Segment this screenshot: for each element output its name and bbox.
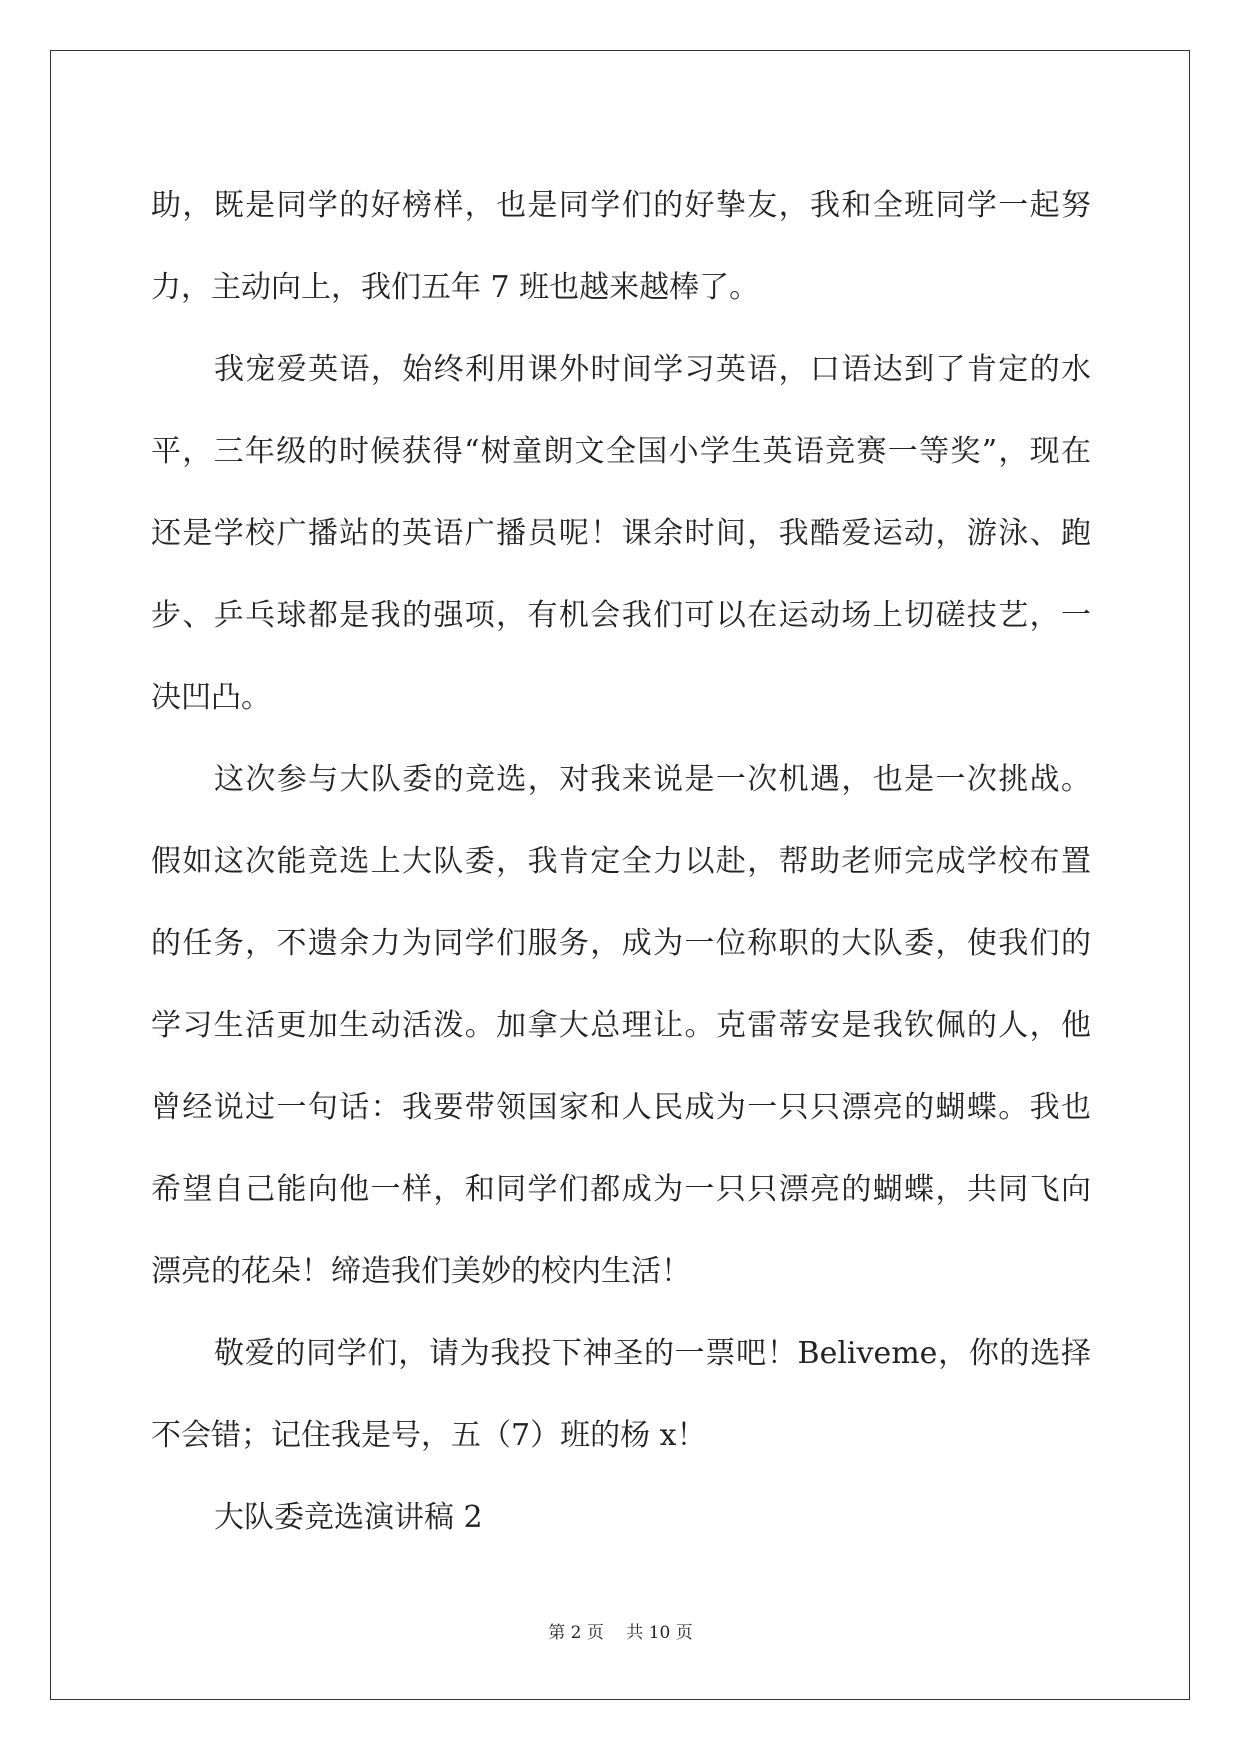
body-line-1: 助，既是同学的好榜样，也是同学们的好挚友，我和全班同学一起努 [151, 188, 1091, 223]
section-heading: 大队委竞选演讲稿 2 [214, 1500, 483, 1535]
page-footer [0, 1618, 1241, 1643]
body-line-7: 决凹凸。 [151, 680, 271, 715]
body-line-6: 步、乒乓球都是我的强项，有机会我们可以在运动场上切磋技艺，一 [151, 598, 1091, 633]
document-body [151, 165, 1091, 1559]
body-line-4: 平，三年级的时候获得“树童朗文全国小学生英语竞赛一等奖”，现在 [151, 434, 1091, 469]
body-line-2: 力，主动向上，我们五年 7 班也越来越棒了。 [151, 270, 760, 305]
page-number: 第 2 页 共 10 页 [548, 1623, 693, 1643]
body-line-5: 还是学校广播站的英语广播员呢！课余时间，我酷爱运动，游泳、跑 [151, 516, 1091, 551]
body-line-10: 的任务，不遗余力为同学们服务，成为一位称职的大队委，使我们的 [151, 926, 1091, 961]
body-line-12: 曾经说过一句话：我要带领国家和人民成为一只只漂亮的蝴蝶。我也 [151, 1090, 1091, 1125]
body-line-11: 学习生活更加生动活泼。加拿大总理让。克雷蒂安是我钦佩的人，他 [151, 1008, 1091, 1043]
body-line-3: 我宠爱英语，始终利用课外时间学习英语，口语达到了肯定的水 [214, 352, 1091, 387]
body-line-15: 敬爱的同学们，请为我投下神圣的一票吧！Beliveme，你的选择 [214, 1336, 1091, 1371]
body-line-9: 假如这次能竞选上大队委，我肯定全力以赴，帮助老师完成学校布置 [151, 844, 1091, 879]
body-line-8: 这次参与大队委的竞选，对我来说是一次机遇，也是一次挑战。 [214, 762, 1091, 797]
body-line-14: 漂亮的花朵！缔造我们美妙的校内生活！ [151, 1254, 691, 1289]
body-line-16: 不会错；记住我是号，五（7）班的杨 x！ [151, 1418, 707, 1453]
body-line-13: 希望自己能向他一样，和同学们都成为一只只漂亮的蝴蝶，共同飞向 [151, 1172, 1091, 1207]
